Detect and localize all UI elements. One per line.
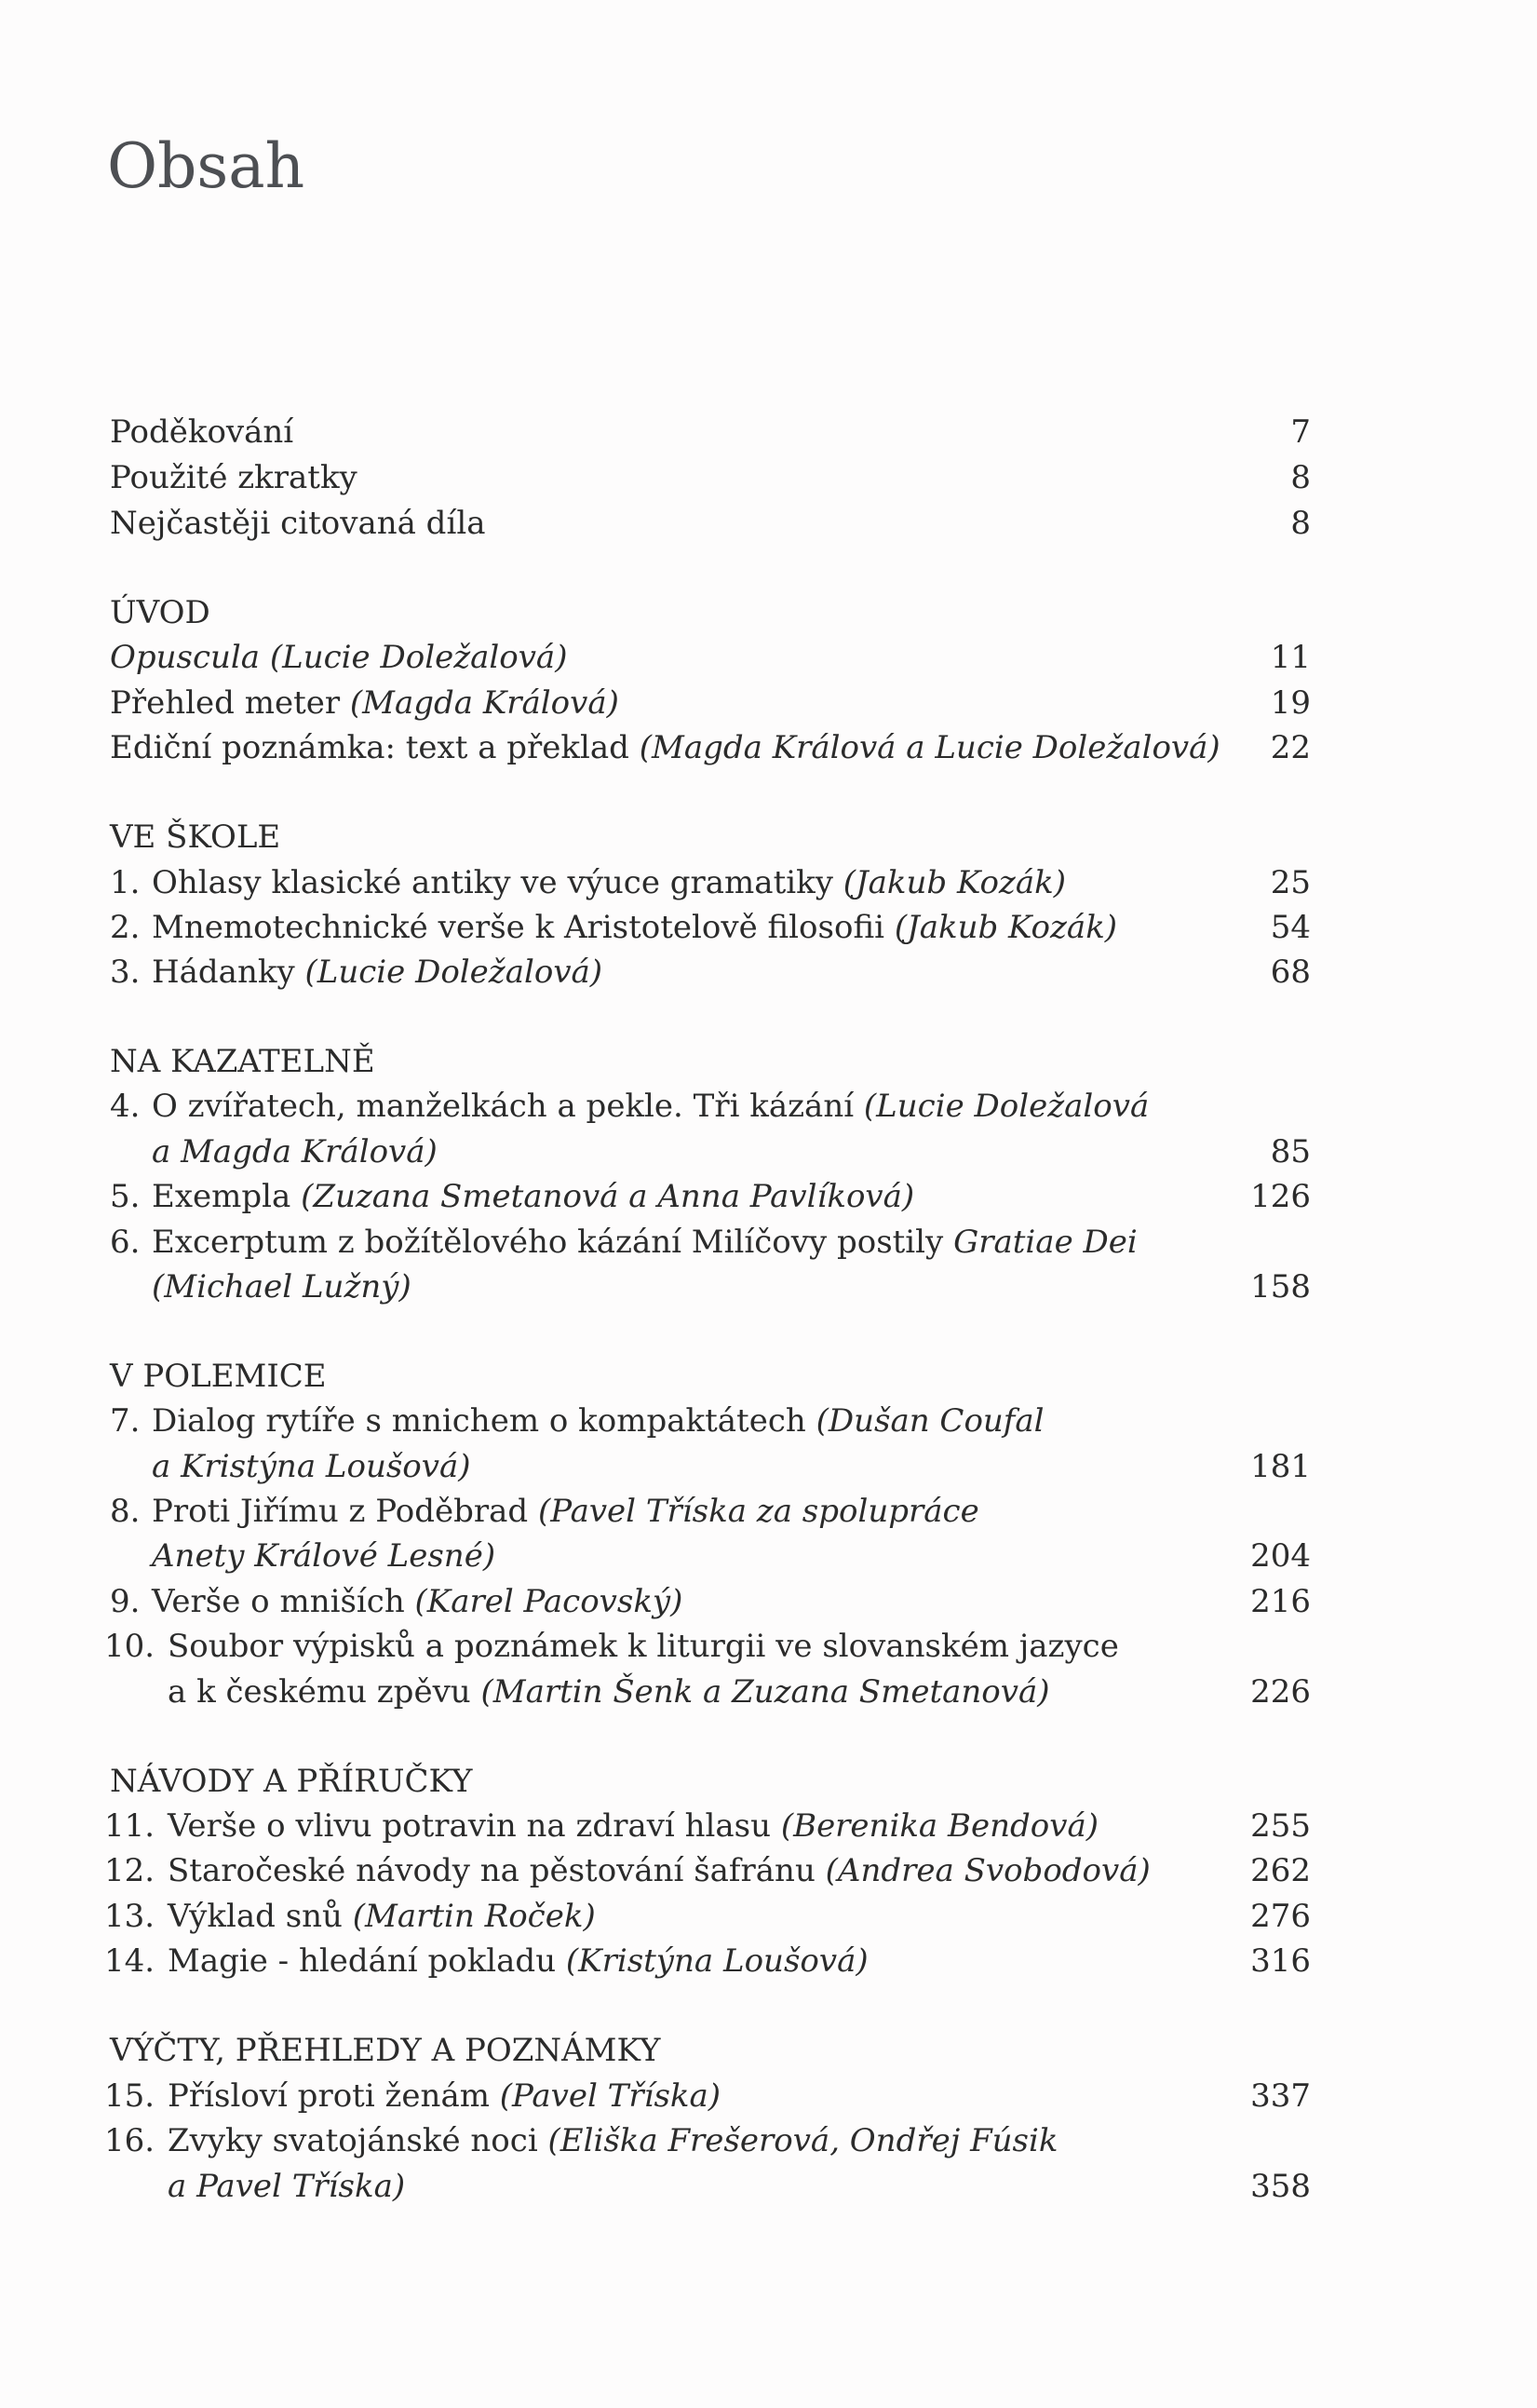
toc-entry: [104, 1804, 1311, 1848]
entry-author: (Dušan Coufal: [816, 1402, 1045, 1440]
entry-title: Přehled meter: [110, 684, 350, 722]
toc-entry: [110, 681, 1311, 725]
entry-author: (Jakub Kozák): [843, 864, 1066, 901]
section-heading: VÝČTY, PŘEHLEDY A POZNÁMKY: [110, 2032, 661, 2069]
entry-author: (Pavel Tříska): [499, 2077, 721, 2115]
entry-page: 262: [1250, 1852, 1311, 1889]
entry-author: (Pavel Tříska za spolupráce: [537, 1493, 979, 1530]
entry-number: 5.: [110, 1178, 141, 1215]
toc-entry: [110, 501, 1311, 546]
entry-title: a k českému zpěvu: [168, 1673, 481, 1711]
entry-page: 316: [1250, 1942, 1311, 1980]
toc-entry: [110, 860, 1311, 905]
entry-author: (Kristýna Loušová): [565, 1942, 869, 1980]
entry-number: 1.: [110, 864, 141, 901]
entry-title: Magie - hledání pokladu: [168, 1942, 566, 1980]
toc-entry-continued: [110, 1130, 1311, 1174]
entry-author: (Lucie Doležalová): [304, 954, 603, 991]
entry-author: (Magda Králová a Lucie Doležalová): [639, 729, 1220, 766]
section-heading: VE ŠKOLE: [110, 818, 281, 856]
entry-page: 181: [1250, 1448, 1311, 1485]
entry-author: (Martin Roček): [352, 1898, 596, 1935]
toc-entry: [110, 455, 1311, 500]
entry-title: Opuscula: [110, 639, 261, 676]
entry-author: (Zuzana Smetanová a Anna Pavlíková): [301, 1178, 915, 1215]
entry-title: Nejčastěji citovaná díla: [110, 505, 486, 542]
entry-page: 54: [1270, 909, 1311, 946]
entry-title: Staročeské návody na pěstování šafránu: [168, 1852, 826, 1889]
entry-title: Verše o mniších: [152, 1583, 415, 1620]
entry-page: 337: [1250, 2077, 1311, 2115]
entry-number: 10.: [104, 1628, 155, 1665]
entry-author: a Magda Králová): [152, 1133, 438, 1170]
entry-author: a Kristýna Loušová): [152, 1448, 471, 1485]
entry-page: 158: [1250, 1268, 1311, 1305]
toc-entry: [110, 905, 1311, 950]
entry-page: 276: [1250, 1898, 1311, 1935]
entry-page: 204: [1250, 1537, 1311, 1575]
entry-number: 12.: [104, 1852, 155, 1889]
section-heading: ÚVOD: [110, 594, 210, 631]
toc-entry: [110, 635, 1311, 680]
toc-entry: [110, 1399, 1311, 1443]
entry-number: 2.: [110, 909, 141, 946]
entry-number: 4.: [110, 1088, 141, 1125]
entry-number: 7.: [110, 1402, 141, 1440]
entry-number: 13.: [104, 1898, 155, 1935]
entry-page: 8: [1290, 459, 1311, 496]
toc-entry: [110, 950, 1311, 994]
entry-author: (Martin Šenk a Zuzana Smetanová): [480, 1673, 1050, 1711]
page-title: Obsah: [107, 130, 305, 202]
toc-entry-continued: [110, 1670, 1311, 1714]
toc-entry-continued: [110, 2164, 1311, 2209]
section-heading: NÁVODY A PŘÍRUČKY: [110, 1763, 473, 1800]
entry-title: Proti Jiřímu z Poděbrad: [152, 1493, 538, 1530]
entry-title: Použité zkratky: [110, 459, 357, 496]
entry-number: 3.: [110, 954, 141, 991]
toc-entry-continued: [110, 1444, 1311, 1489]
entry-page: 68: [1270, 954, 1311, 991]
entry-title: Dialog rytíře s mnichem o kompaktátech: [152, 1402, 816, 1440]
entry-title: O zvířatech, manželkách a pekle. Tři kázání: [152, 1088, 864, 1125]
entry-title: Ohlasy klasické antiky ve výuce gramatiky: [152, 864, 843, 901]
entry-number: 14.: [104, 1942, 155, 1980]
entry-page: 11: [1270, 639, 1311, 676]
entry-page: 255: [1250, 1807, 1311, 1845]
entry-title: Soubor výpisků a poznámek k liturgii ve slovanském jazyce: [168, 1628, 1119, 1665]
entry-work: Gratiae Dei: [953, 1224, 1138, 1261]
toc-entry: [104, 1939, 1311, 1983]
entry-author: (Michael Lužný): [152, 1268, 411, 1305]
toc-entry: [110, 1489, 1311, 1534]
toc-entry: [104, 2074, 1311, 2118]
entry-title: Ediční poznámka: text a překlad: [110, 729, 640, 766]
entry-title: Výklad snů: [168, 1898, 353, 1935]
section-heading: V POLEMICE: [110, 1358, 327, 1395]
entry-page: 226: [1250, 1673, 1311, 1711]
entry-title: Excerptum z božítělového kázání Milíčovy postily: [152, 1224, 954, 1261]
entry-page: 85: [1270, 1133, 1311, 1170]
entry-page: 7: [1290, 413, 1311, 451]
entry-title: Exempla: [152, 1178, 302, 1215]
entry-page: 358: [1250, 2168, 1311, 2205]
entry-title: Poděkování: [110, 413, 294, 451]
section-heading: NA KAZATELNĚ: [110, 1043, 375, 1080]
entry-page: 19: [1270, 684, 1311, 722]
entry-author: a Pavel Tříska): [168, 2168, 406, 2205]
entry-author: (Lucie Doležalová: [863, 1088, 1150, 1125]
entry-author: (Berenika Bendová): [780, 1807, 1099, 1845]
entry-author: (Eliška Frešerová, Ondřej Fúsik: [547, 2122, 1058, 2159]
entry-number: 9.: [110, 1583, 141, 1620]
entry-author: (Karel Pacovský): [414, 1583, 683, 1620]
toc-entry: [110, 1174, 1311, 1219]
entry-author: (Lucie Doležalová): [269, 639, 568, 676]
toc-entry: [110, 410, 1311, 454]
entry-number: 6.: [110, 1224, 141, 1261]
entry-title: Mnemotechnické verše k Aristotelově filosofii: [152, 909, 895, 946]
entry-author: (Magda Králová): [349, 684, 619, 722]
entry-page: 126: [1250, 1178, 1311, 1215]
entry-number: 15.: [104, 2077, 155, 2115]
toc-entry: [110, 725, 1311, 770]
toc-entry: [110, 1084, 1311, 1129]
toc-entry: [104, 1848, 1311, 1893]
toc-entry: [104, 1894, 1311, 1939]
toc-entry: [110, 1220, 1311, 1265]
toc-entry: [104, 2118, 1311, 2163]
entry-number: 16.: [104, 2122, 155, 2159]
toc-entry: [104, 1624, 1311, 1669]
entry-title: Verše o vlivu potravin na zdraví hlasu: [168, 1807, 781, 1845]
entry-page: 22: [1270, 729, 1311, 766]
entry-page: 8: [1290, 505, 1311, 542]
entry-page: 216: [1250, 1583, 1311, 1620]
entry-title: Přísloví proti ženám: [168, 2077, 500, 2115]
entry-number: 8.: [110, 1493, 141, 1530]
toc-entry: [110, 1579, 1311, 1624]
entry-author: Anety Králové Lesné): [152, 1537, 496, 1575]
toc-entry-continued: [110, 1534, 1311, 1578]
toc-entry-continued: [110, 1265, 1311, 1309]
entry-title: Zvyky svatojánské noci: [168, 2122, 548, 2159]
entry-number: 11.: [104, 1807, 155, 1845]
entry-author: (Andrea Svobodová): [825, 1852, 1151, 1889]
entry-title: Hádanky: [152, 954, 305, 991]
entry-author: (Jakub Kozák): [894, 909, 1118, 946]
entry-page: 25: [1270, 864, 1311, 901]
